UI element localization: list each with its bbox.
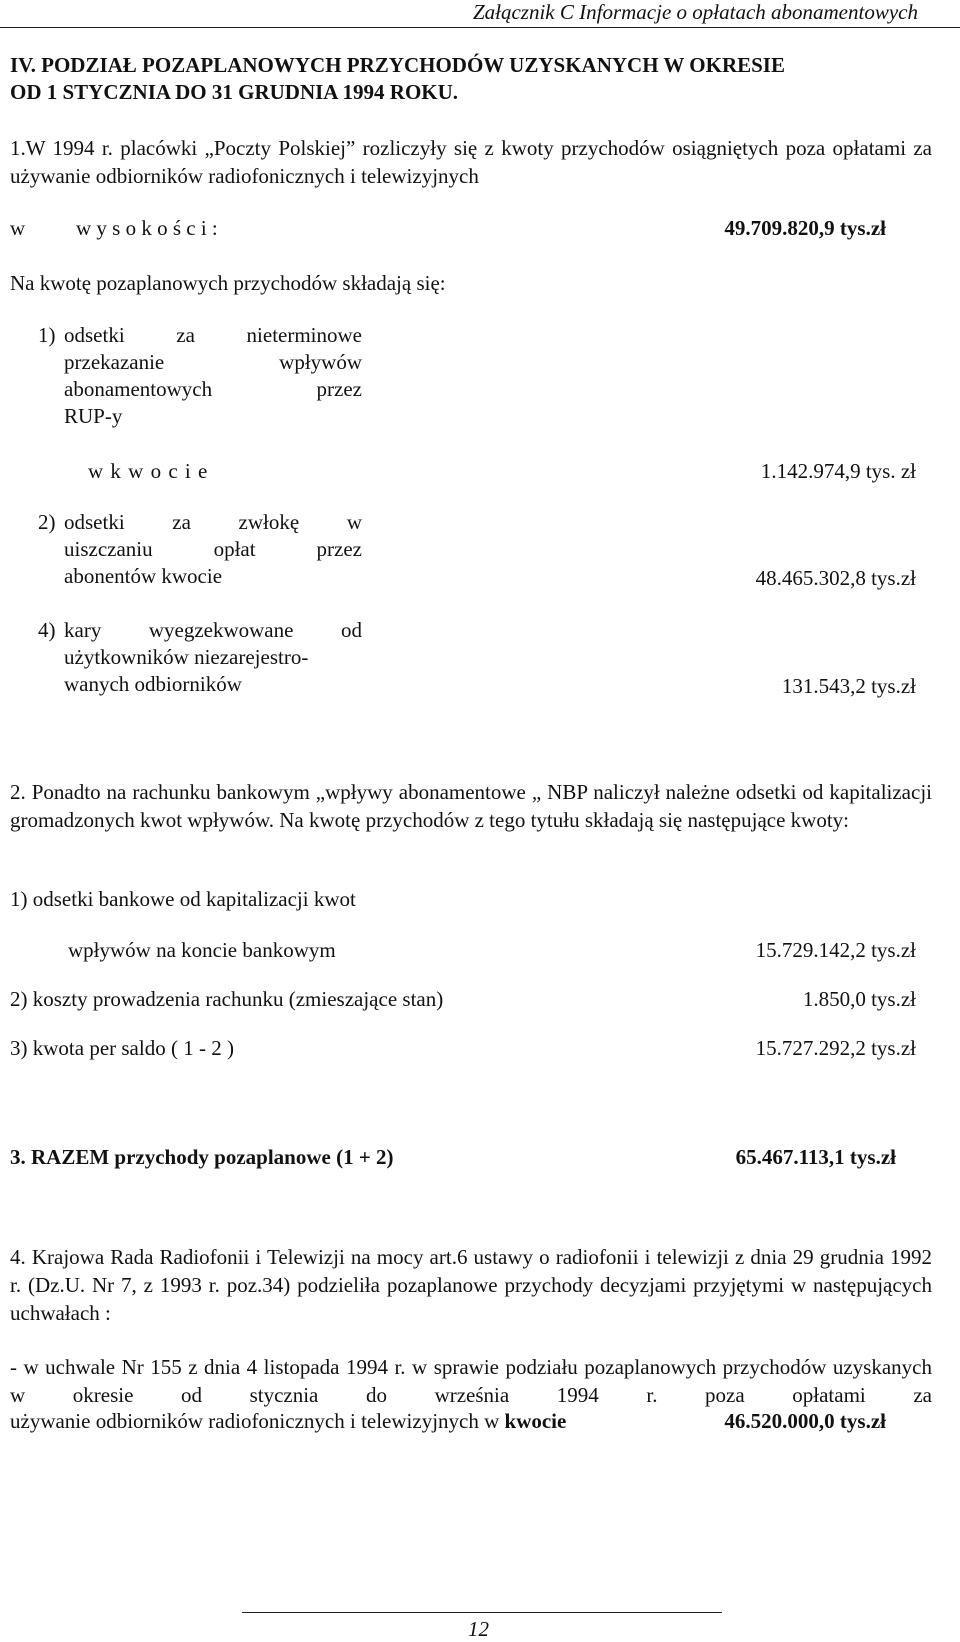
p1-label: w y s o k o ś c i :: [76, 216, 218, 240]
p1-amount: 49.709.820,9 tys.zł: [724, 216, 886, 240]
p2-row-1-label: 1) odsetki bankowe od kapitalizacji kwot: [10, 887, 356, 911]
item-3-line-1: kary wyegzekwowane od: [64, 618, 362, 642]
paragraph-2: 2. Ponadto na rachunku bankowym „wpływy abonamentowe „ NBP naliczył należne odsetki od kapitalizacji gromadzonych kwot wpływów. Na kwotę przychodów z tego tytułu składają się następujące kwoty:: [10, 780, 932, 832]
p3-amount: 65.467.113,1 tys.zł: [735, 1145, 896, 1169]
page-number: 12: [468, 1617, 489, 1641]
p4-amount: 46.520.000,0 tys.zł: [724, 1409, 886, 1433]
p4-resolution: - w uchwale Nr 155 z dnia 4 listopada 1994 r. w sprawie podziału pozaplanowych przychodów uzyskanych w okresie od stycznia do września 1994 r. poza opłatami za: [10, 1355, 932, 1407]
paragraph-1: 1.W 1994 r. placówki „Poczty Polskiej” rozliczyły się z kwoty przychodów osiągniętych poza opłatami za używanie odbiorników radiofonicznych i telewizyjnych: [10, 136, 932, 188]
list-item-1: [38, 322, 362, 430]
section-title-line2: OD 1 STYCZNIA DO 31 GRUDNIA 1994 ROKU.: [10, 80, 459, 104]
item-2-amount: 48.465.302,8 tys.zł: [755, 566, 916, 590]
p2-row-4-amount: 15.727.292,2 tys.zł: [755, 1036, 916, 1060]
item-3-last2: wanych odbiorników: [64, 672, 242, 696]
item-3-amount: 131.543,2 tys.zł: [781, 674, 916, 698]
item-1-line-1: odsetki za nieterminowe: [64, 323, 362, 347]
item-1-number: 1): [38, 323, 56, 347]
item-1-last: RUP-y: [64, 404, 123, 428]
item-1-line-3: abonamentowych przez: [64, 377, 362, 401]
p1-intro: Na kwotę pozaplanowych przychodów składają się:: [10, 271, 446, 295]
p1-w: w: [10, 216, 26, 240]
item-3-number: 4): [38, 618, 56, 642]
page-header-title: Załącznik C Informacje o opłatach abonamentowych: [472, 0, 918, 24]
footer-rule: [242, 1612, 722, 1613]
paragraph-4: 4. Krajowa Rada Radiofonii i Telewizji na mocy art.6 ustawy o radiofonii i telewizji z dnia 29 grudnia 1992 r. (Dz.U. Nr 7, z 1993 r. poz.34) podzieliła pozaplanowe przychody decyzjami przyjętymi w następujących uchwałach :: [10, 1245, 932, 1325]
item-1-amount: 1.142.974,9 tys. zł: [760, 459, 916, 483]
item-1-line-2: przekazanie wpływów: [64, 350, 362, 374]
item-1-sub: w k w o c i e: [88, 459, 209, 483]
p2-row-3-label: 2) koszty prowadzenia rachunku (zmieszające stan): [10, 987, 444, 1011]
header-rule: [0, 27, 960, 28]
p2-row-2-amount: 15.729.142,2 tys.zł: [755, 938, 916, 962]
p2-row-2-label: wpływów na koncie bankowym: [68, 938, 336, 962]
list-item-3: [38, 617, 362, 698]
item-2-line-2: uiszczaniu opłat przez: [64, 537, 362, 561]
p3-label: 3. RAZEM przychody pozaplanowe (1 + 2): [10, 1145, 394, 1169]
item-2-number: 2): [38, 510, 56, 534]
item-2-line-1: odsetki za zwłokę w: [64, 510, 362, 534]
p4-resolution-tail: [10, 1409, 566, 1434]
item-3-last: użytkowników niezarejestro-: [64, 645, 309, 669]
p2-row-3-amount: 1.850,0 tys.zł: [802, 987, 916, 1011]
section-title-line1: IV. PODZIAŁ POZAPLANOWYCH PRZYCHODÓW UZYSKANYCH W OKRESIE: [10, 53, 785, 77]
item-2-last: abonentów kwocie: [64, 564, 223, 588]
p4-kwocie: kwocie: [504, 1409, 567, 1433]
list-item-2: [38, 509, 362, 590]
p4-resolution-tail-text: używanie odbiorników radiofonicznych i telewizyjnych w: [10, 1409, 505, 1433]
p2-row-4-label: 3) kwota per saldo ( 1 - 2 ): [10, 1036, 234, 1060]
